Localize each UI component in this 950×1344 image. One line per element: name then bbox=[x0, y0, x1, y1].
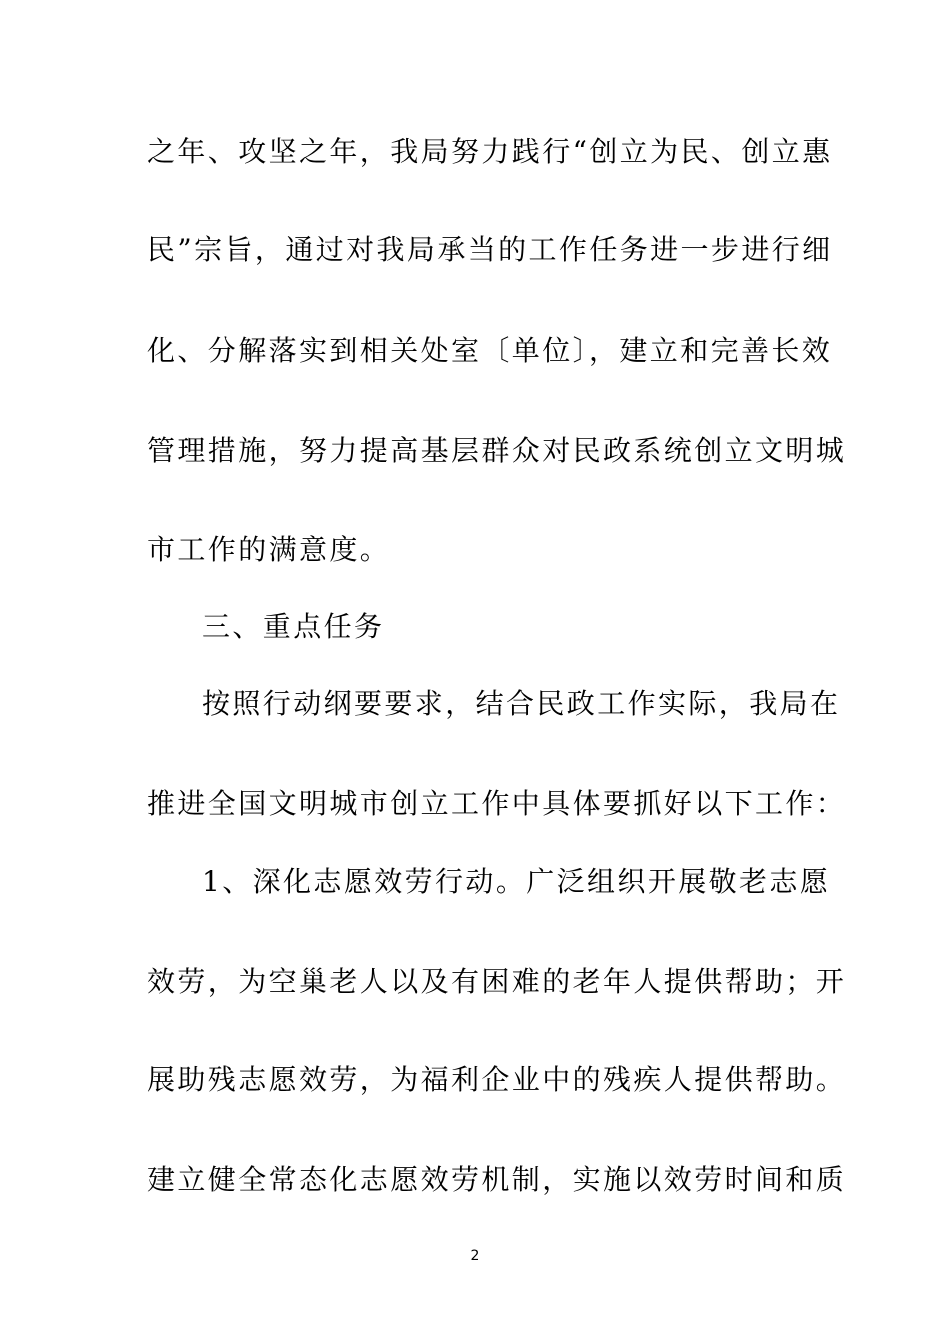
paragraph-line-11: 展助残志愿效劳，为福利企业中的残疾人提供帮助。 bbox=[147, 1063, 847, 1096]
paragraph-line-1: 之年、攻坚之年，我局努力践行“创立为民、创立惠 bbox=[147, 135, 833, 168]
paragraph-line-9: 1、深化志愿效劳行动。广泛组织开展敬老志愿 bbox=[202, 865, 831, 898]
paragraph-line-10: 效劳，为空巢老人以及有困难的老年人提供帮助；开 bbox=[147, 965, 847, 998]
paragraph-line-5: 市工作的满意度。 bbox=[147, 533, 391, 566]
paragraph-line-8: 推进全国文明城市创立工作中具体要抓好以下工作： bbox=[147, 787, 847, 820]
paragraph-line-4: 管理措施，努力提高基层群众对民政系统创立文明城 bbox=[147, 434, 847, 467]
paragraph-line-3: 化、分解落实到相关处室〔单位〕，建立和完善长效 bbox=[147, 334, 833, 367]
paragraph-line-7: 按照行动纲要要求，结合民政工作实际，我局在 bbox=[202, 687, 841, 720]
paragraph-line-2: 民”宗旨，通过对我局承当的工作任务进一步进行细 bbox=[147, 233, 833, 266]
paragraph-line-12: 建立健全常态化志愿效劳机制，实施以效劳时间和质 bbox=[147, 1163, 847, 1196]
section-heading: 三、重点任务 bbox=[202, 610, 385, 643]
page-number: 2 bbox=[470, 1248, 480, 1264]
